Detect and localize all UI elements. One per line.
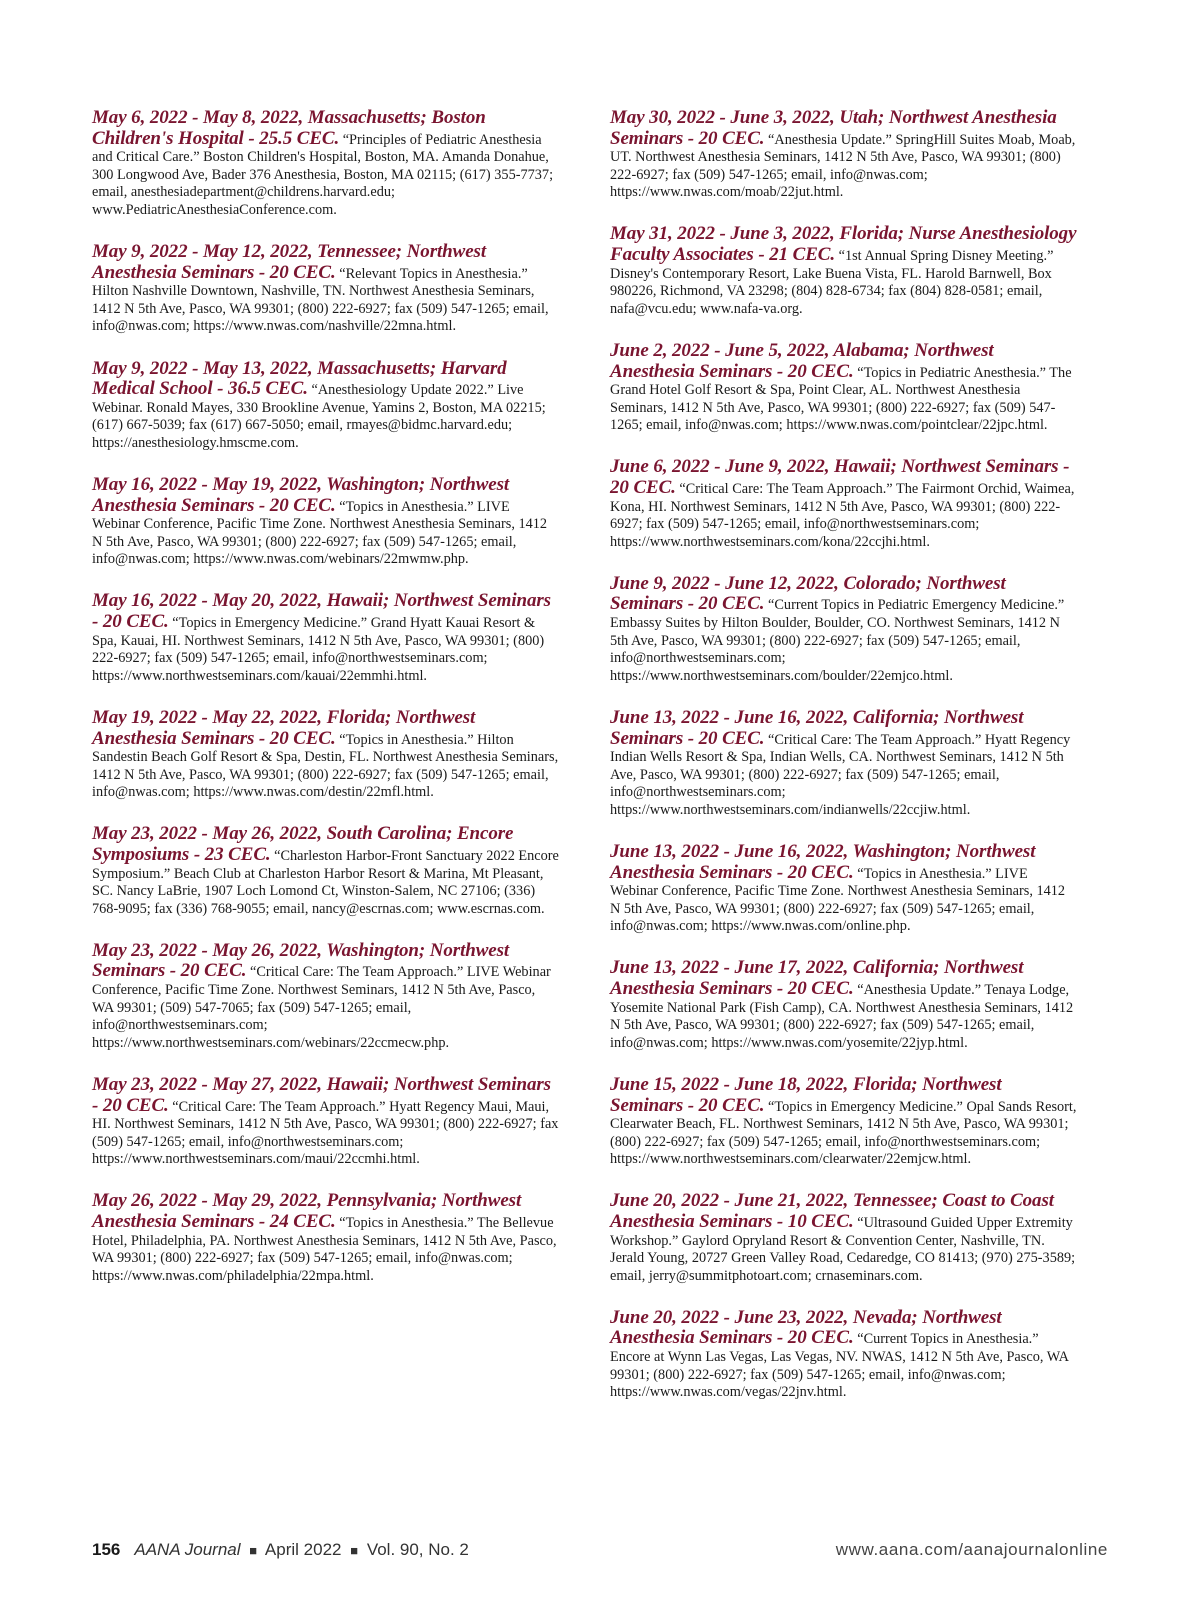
entry-body: “Relevant Topics in Anesthesia.” Hilton Nashville Downtown, Nashville, TN. Northwest Anesthesia Seminars, 1412 N 5th Ave, Pasco, WA 99301; (800) 222-6927; fax (509) 547-1265; email, info@nwas.com; https://www.nwas.com/nashville/22mna.html. bbox=[92, 265, 549, 335]
entry-heading: May 26, 2022 - May 29, 2022, Pennsylvania; Northwest Anesthesia Seminars - 24 CEC. bbox=[92, 1190, 522, 1232]
entry-heading: May 16, 2022 - May 19, 2022, Washington; Northwest Anesthesia Seminars - 20 CEC. bbox=[92, 474, 510, 516]
entry-heading: May 23, 2022 - May 26, 2022, South Carolina; Encore Symposiums - 23 CEC. bbox=[92, 823, 514, 865]
calendar-entry bbox=[610, 1308, 1078, 1402]
entry-heading: June 13, 2022 - June 17, 2022, California; Northwest Anesthesia Seminars - 20 CEC. bbox=[610, 957, 1024, 1000]
calendar-entry bbox=[610, 574, 1078, 686]
calendar-entry bbox=[92, 359, 560, 453]
calendar-entry bbox=[92, 242, 560, 336]
entry-body: “Critical Care: The Team Approach.” Hyatt Regency Indian Wells Resort & Spa, Indian Wells, CA. Northwest Seminars, 1412 N 5th Ave, Pasco, WA 99301; (800) 222-6927; fax (509) 547-1265; email, info@northwestseminars.com; https://www.northwestseminars.com/indianwells/22ccjiw.html. bbox=[610, 731, 1071, 818]
separator-icon: ■ bbox=[350, 1543, 359, 1558]
entry-heading: June 2, 2022 - June 5, 2022, Alabama; Northwest Anesthesia Seminars - 20 CEC. bbox=[610, 339, 994, 382]
entry-body: “Critical Care: The Team Approach.” LIVE Webinar Conference, Pacific Time Zone. Northwest Seminars, 1412 N 5th Ave, Pasco, WA 99301; (509) 547-7065; fax (509) 547-1265; email, info@northwestseminars.com; https://www.northwestseminars.com/webinars/22ccmecw.php. bbox=[92, 964, 551, 1051]
calendar-entry bbox=[610, 341, 1078, 435]
entry-heading: May 23, 2022 - May 26, 2022, Washington; Northwest Seminars - 20 CEC. bbox=[92, 939, 510, 982]
calendar-entry bbox=[610, 842, 1078, 936]
entry-heading: May 30, 2022 - June 3, 2022, Utah; Northwest Anesthesia Seminars - 20 CEC. bbox=[610, 107, 1057, 149]
entry-heading: May 19, 2022 - May 22, 2022, Florida; Northwest Anesthesia Seminars - 20 CEC. bbox=[92, 706, 476, 749]
calendar-entry bbox=[92, 475, 560, 569]
calendar-entry bbox=[92, 941, 560, 1053]
entry-heading: June 13, 2022 - June 16, 2022, Washington; Northwest Anesthesia Seminars - 20 CEC. bbox=[610, 841, 1036, 883]
entry-heading: June 20, 2022 - June 21, 2022, Tennessee; Coast to Coast Anesthesia Seminars - 10 CEC. bbox=[610, 1190, 1054, 1232]
calendar-entry bbox=[610, 1191, 1078, 1285]
entry-body: “Critical Care: The Team Approach.” The Fairmont Orchid, Waimea, Kona, HI. Northwest Seminars, 1412 N 5th Ave, Pasco, WA 99301; (800) 222-6927; fax (509) 547-1265; email, info@northwestseminars.com; https://www.northwestseminars.com/kona/22ccjhi.html. bbox=[610, 481, 1075, 550]
entry-body: “Topics in Emergency Medicine.” Grand Hyatt Kauai Resort & Spa, Kauai, HI. Northwest Seminars, 1412 N 5th Ave, Pasco, WA 99301; (800) 222-6927; fax (509) 547-1265; email, info@northwestseminars.com; https://www.northwestseminars.com/kauai/22emmhi.html. bbox=[92, 615, 545, 684]
calendar-entry bbox=[610, 708, 1078, 820]
entry-body: “Topics in Pediatric Anesthesia.” The Grand Hotel Golf Resort & Spa, Point Clear, AL. Northwest Anesthesia Seminars, 1412 N 5th Ave, Pasco, WA 99301; (800) 222-6927; fax (509) 547-1265; email, info@nwas.com; https://www.nwas.com/pointclear/22jpc.html. bbox=[610, 364, 1072, 434]
calendar-entry bbox=[92, 1075, 560, 1169]
calendar-entry bbox=[92, 108, 560, 220]
volume-info: Vol. 90, No. 2 bbox=[366, 1540, 469, 1559]
calendar-entry bbox=[92, 708, 560, 802]
issue-date: April 2022 bbox=[264, 1540, 342, 1559]
calendar-entry bbox=[610, 1075, 1078, 1169]
entry-body: “1st Annual Spring Disney Meeting.” Disney's Contemporary Resort, Lake Buena Vista, FL. Harold Barnwell, Box 980226, Richmond, VA 23298; (804) 828-6734; fax (804) 828-0581; email, nafa@vcu.edu; www.nafa-va.org. bbox=[610, 248, 1054, 317]
footer-website: www.aana.com/aanajournalonline bbox=[835, 1540, 1108, 1559]
calendar-entry bbox=[92, 824, 560, 918]
entry-heading: June 6, 2022 - June 9, 2022, Hawaii; Northwest Seminars - 20 CEC. bbox=[610, 456, 1070, 498]
entry-body: “Topics in Anesthesia.” LIVE Webinar Conference, Pacific Time Zone. Northwest Anesthesia Seminars, 1412 N 5th Ave, Pasco, WA 99301; (800) 222-6927; fax (509) 547-1265; email, info@nwas.com; https://www.nwas.com/online.php. bbox=[610, 865, 1066, 935]
entry-body: “Ultrasound Guided Upper Extremity Workshop.” Gaylord Opryland Resort & Convention Center, Nashville, TN. Jerald Young, 20727 Green Valley Road, Cedaredge, CO 81413; (970) 275-3589; email, jerry@summitphotoart.com; crnaseminars.com. bbox=[610, 1215, 1076, 1284]
left-column bbox=[92, 108, 560, 1308]
entry-body: “Topics in Emergency Medicine.” Opal Sands Resort, Clearwater Beach, FL. Northwest Seminars, 1412 N 5th Ave, Pasco, WA 99301; (800) 222-6927; fax (509) 547-1265; email, info@northwestseminars.com; https://www.northwestseminars.com/clearwater/22emjcw.html. bbox=[610, 1098, 1077, 1168]
entry-heading: May 9, 2022 - May 12, 2022, Tennessee; Northwest Anesthesia Seminars - 20 CEC. bbox=[92, 241, 487, 283]
calendar-entry bbox=[610, 457, 1078, 551]
entry-body: “Charleston Harbor-Front Sanctuary 2022 Encore Symposium.” Beach Club at Charleston Harbor Resort & Marina, Mt Pleasant, SC. Nancy LaBrie, 1907 Loch Lomond Ct, Winston-Salem, NC 27106; (336) 768-9095; fax (336) 768-9055; email, nancy@escrnas.com; www.escrnas.com. bbox=[92, 848, 559, 917]
entry-body: “Topics in Anesthesia.” Hilton Sandestin Beach Golf Resort & Spa, Destin, FL. Northwest Anesthesia Seminars, 1412 N 5th Ave, Pasco, WA 99301; (800) 222-6927; fax (509) 547-1265; email, info@nwas.com; https://www.nwas.com/destin/22mfl.html. bbox=[92, 731, 559, 801]
entry-heading: June 20, 2022 - June 23, 2022, Nevada; Northwest Anesthesia Seminars - 20 CEC. bbox=[610, 1306, 1002, 1349]
calendar-entry bbox=[610, 958, 1078, 1052]
entry-body: “Principles of Pediatric Anesthesia and Critical Care.” Boston Children's Hospital, Boston, MA. Amanda Donahue, 300 Longwood Ave, Bader 376 Anesthesia, Boston, MA 02115; (617) 355-7737; email, anesthesiadepartment@childrens.harvard.edu; www.PediatricAnesthesiaConference.com. bbox=[92, 131, 554, 218]
calendar-entry bbox=[92, 1191, 560, 1285]
entry-body: “Topics in Anesthesia.” The Bellevue Hotel, Philadelphia, PA. Northwest Anesthesia Seminars, 1412 N 5th Ave, Pasco, WA 99301; (800) 222-6927; fax (509) 547-1265; email, info@nwas.com; https://www.nwas.com/philadelphia/22mpa.html. bbox=[92, 1215, 557, 1284]
entry-heading: May 9, 2022 - May 13, 2022, Massachusetts; Harvard Medical School - 36.5 CEC. bbox=[92, 357, 507, 400]
entry-body: “Current Topics in Pediatric Emergency Medicine.” Embassy Suites by Hilton Boulder, Boulder, CO. Northwest Seminars, 1412 N 5th Ave, Pasco, WA 99301; (800) 222-6927; fax (509) 547-1265; email, info@northwestseminars.com; https://www.northwestseminars.com/boulder/22emjco.html. bbox=[610, 597, 1065, 684]
entry-heading: June 13, 2022 - June 16, 2022, California; Northwest Seminars - 20 CEC. bbox=[610, 706, 1024, 749]
entry-heading: June 15, 2022 - June 18, 2022, Florida; Northwest Seminars - 20 CEC. bbox=[610, 1073, 1002, 1116]
entry-heading: May 16, 2022 - May 20, 2022, Hawaii; Northwest Seminars - 20 CEC. bbox=[92, 590, 551, 633]
entry-heading: May 23, 2022 - May 27, 2022, Hawaii; Northwest Seminars - 20 CEC. bbox=[92, 1073, 551, 1116]
entry-body: “Topics in Anesthesia.” LIVE Webinar Conference, Pacific Time Zone. Northwest Anesthesia Seminars, 1412 N 5th Ave, Pasco, WA 99301; (800) 222-6927; fax (509) 547-1265; email, info@nwas.com; https://www.nwas.com/webinars/22mwmw.php. bbox=[92, 498, 548, 568]
entry-body: “Anesthesia Update.” SpringHill Suites Moab, Moab, UT. Northwest Anesthesia Seminars, 1412 N 5th Ave, Pasco, WA 99301; (800) 222-6927; fax (509) 547-1265; email, info@nwas.com; https://www.nwas.com/moab/22jut.html. bbox=[610, 131, 1076, 201]
page-number: 156 bbox=[92, 1540, 121, 1559]
entry-body: “Anesthesiology Update 2022.” Live Webinar. Ronald Mayes, 330 Brookline Avenue, Yamins 2, Boston, MA 02215; (617) 667-5039; fax (617) 667-5050; email, rmayes@bidmc.harvard.edu; https://anesthesiology.hmscme.com. bbox=[92, 382, 546, 451]
footer-citation bbox=[92, 1540, 469, 1560]
journal-name: AANA Journal bbox=[134, 1540, 241, 1559]
entry-body: “Current Topics in Anesthesia.” Encore at Wynn Las Vegas, Las Vegas, NV. NWAS, 1412 N 5th Ave, Pasco, WA 99301; (800) 222-6927; fax (509) 547-1265; email, info@nwas.com; https://www.nwas.com/vegas/22jnv.html. bbox=[610, 1331, 1069, 1401]
separator-icon: ■ bbox=[249, 1543, 258, 1558]
entry-heading: May 6, 2022 - May 8, 2022, Massachusetts; Boston Children's Hospital - 25.5 CEC. bbox=[92, 107, 486, 149]
entry-heading: May 31, 2022 - June 3, 2022, Florida; Nurse Anesthesiology Faculty Associates - 21 CEC. bbox=[610, 223, 1077, 266]
right-column bbox=[610, 108, 1078, 1424]
calendar-entry bbox=[610, 108, 1078, 202]
entry-body: “Anesthesia Update.” Tenaya Lodge, Yosemite National Park (Fish Camp), CA. Northwest Anesthesia Seminars, 1412 N 5th Ave, Pasco, WA 99301; (800) 222-6927; fax (509) 547-1265; email, info@nwas.com; https://www.nwas.com/yosemite/22jyp.html. bbox=[610, 982, 1074, 1051]
calendar-entry bbox=[92, 591, 560, 685]
entry-body: “Critical Care: The Team Approach.” Hyatt Regency Maui, Maui, HI. Northwest Seminars, 1412 N 5th Ave, Pasco, WA 99301; (800) 222-6927; fax (509) 547-1265; email, info@northwestseminars.com; https://www.northwestseminars.com/maui/22ccmhi.html. bbox=[92, 1098, 559, 1168]
entry-heading: June 9, 2022 - June 12, 2022, Colorado; Northwest Seminars - 20 CEC. bbox=[610, 572, 1006, 615]
calendar-entry bbox=[610, 224, 1078, 318]
